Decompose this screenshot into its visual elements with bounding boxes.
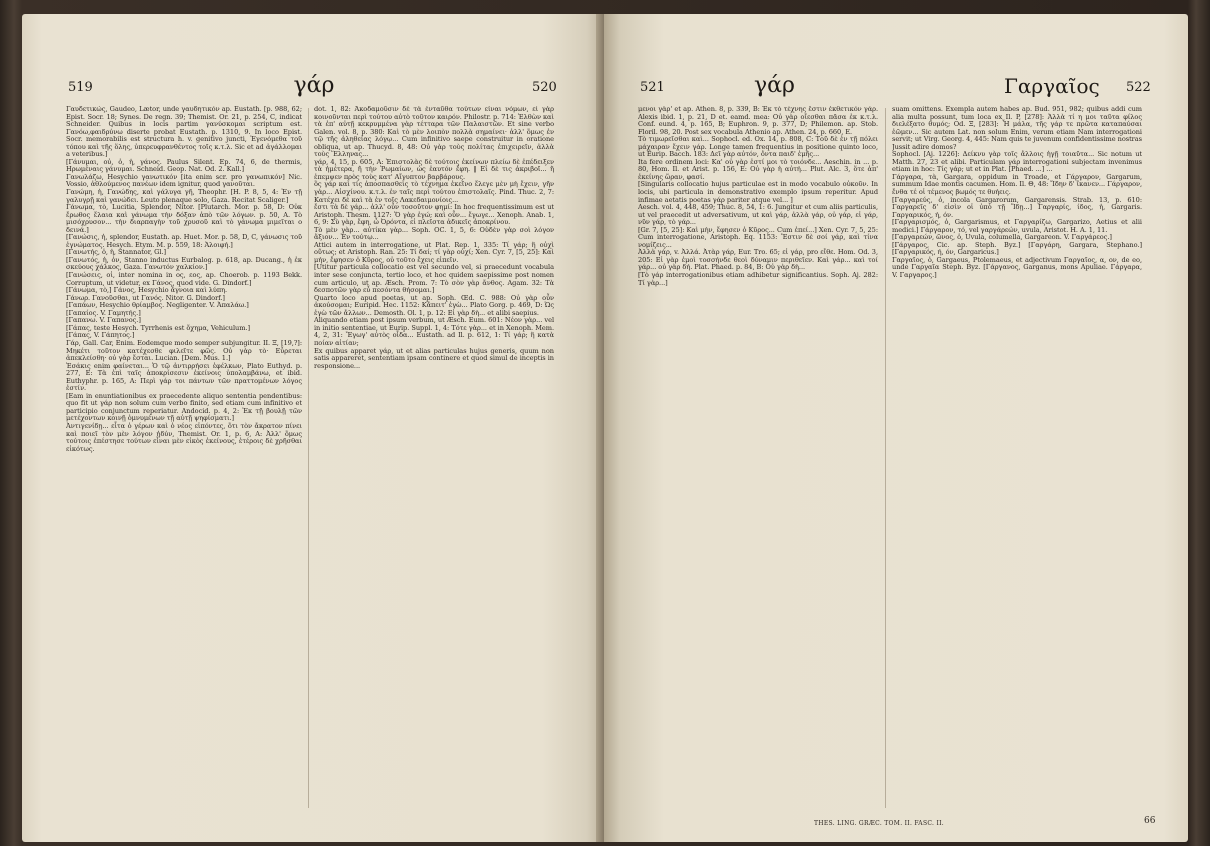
right-running-head xyxy=(604,72,1188,100)
right-page-number-b: 522 xyxy=(1126,80,1151,95)
entry-paragraph: Γάνωρ. Γανοῦσθαι, ut Γανός. Nitor. G. Dindorf.] xyxy=(66,293,225,302)
entry-paragraph: γάρ, 4, 15, p. 605, A: Ἐπιστολὰς δὲ τούτοις ἐκείνων πλείω δὲ ἐπέδειξεν τὰ ἡμέτερα, ἤ τὴν Ῥωμαίων, ὡς ἑαυτόν ἔφη. ‖ Εἰ δὲ τις ἀκριβοῖ... ἢ ἐπεμψεν πρὸς τοὺς κατ' Αἴγυπτον βαρβάρους. xyxy=(314,157,554,181)
left-column-2 xyxy=(314,106,554,816)
right-column-rule xyxy=(885,108,886,808)
right-page xyxy=(604,14,1188,842)
right-column-1 xyxy=(638,106,878,816)
entry-paragraph: [Γαπανω. V. Γαπανος.] xyxy=(66,316,141,325)
entry-paragraph: Aliquando etiam post ipsum verbum, ut Æsch. Eum. 601: Νέον γὰρ... vel in initio sententiae, ut Eurip. Suppl. 1, 4: Τότε γὰρ... et in Xenoph. Mem. 4, 2, 31: Ἔγωγ' αὐτὸς οἶδα... Eustath. ad Il. p. 612, 1: Τί γάρ; ἢ κατὰ ποίαν αἰτίαν; xyxy=(314,316,554,347)
entry-paragraph: [Utitur particula collocatio est vel secundo vel, si praecedunt vocabula inter sese conjuncta, tertio loco, et hoc quidem saepissime post nomen cum articulo, ut ap. Æsch. Prom. 7: Τὸ σὸν γὰρ ἄνθος. Agam. 32: Τὰ δεσποτῶν γὰρ εὖ πεσόντα θήσομαι.] xyxy=(314,263,554,295)
left-page-number-b: 520 xyxy=(532,80,557,95)
entry-paragraph: [Γάπας, V. Γάπητος.] xyxy=(66,331,135,340)
entry-paragraph: Ἀλλὰ γάρ, v. Ἀλλά. Ἀτὰρ γάρ, Eur. Tro. 65; εἰ γάρ, pro εἴθε. Hom. Od. 3, 205: Εἰ γὰρ ἐμοὶ τοσσήνδε θεοὶ δύναμιν περιθεῖεν. Καὶ γάρ... καὶ τοί γάρ... οὐ γὰρ δή. Plat. Phaed. p. 84, B: Οὐ γὰρ δὴ... xyxy=(638,248,878,272)
entry-paragraph: [Γαργαρεύς, ὁ, incola Gargarorum, Gargarensis. Strab. 13, p. 610: Γαργαρεῖς δ' εἰσὶν οἱ ὑπὸ τῇ Ἴδῃ...] Γαργαρίς, ίδος, ἡ, Gargaris. Γαργαρικός, ή, όν. xyxy=(892,195,1142,219)
right-page-number-a: 521 xyxy=(640,80,665,95)
entry-paragraph: Γάνωμα, τὸ, Lucitia, Splendor, Nitor. [Plutarch. Mor. p. 58, D: Οὐκ ἔρωθος ἔλαια καὶ γάνωμα τὴν δόξαν ἀπὸ τῶν λόγων. p. 50, A. Τὸ μισόχρυσον... τὴν διαρπαγὴν τοῦ χρυσοῦ καὶ τὸ γάνωμα μιμεῖται ο δεινά.] xyxy=(66,203,302,234)
right-column-2 xyxy=(892,106,1142,816)
entry-paragraph: ὃς γάρ καὶ τίς ἀποσπασθεὶς τὸ τέχνημα ἐκεῖνο ἔλεγε μὲν μὴ ἔχειν, γῆν γὰρ... Αἰσχίνου. κ.τ.λ. ἐν ταῖς περὶ τούτου ἐπιστολαῖς. Pind. Thuc. 2, 7: Κατέχει δὲ καὶ τὰ ἐν τοῖς Λακεδαιμονίοις... xyxy=(314,180,554,204)
entry-paragraph: [Γανωτός, ἡ, ὁν, Stanno inductus Eurbalog. p. 618, ap. Ducang., ἡ ἐκ σκεύους χάλκος, Gaza. Γανωτόν χαλκίον.] xyxy=(66,255,302,272)
entry-paragraph: Τὸ τιμωρεῖσθαι καὶ... Sophocl. ed. Ox. 14, p. 808, C: Τοῦ δὲ ἐν τῇ πόλει μάχαιραν ἔχειν γάρ. Longe tamen frequentius in positione quinto loco, ut Eurip. Bacch. 183: Δεῖ γὰρ αὐτόν, ὄντα παιδ' ἐμῆς... xyxy=(638,135,878,159)
entry-paragraph: [Γάπας, teste Hesych. Tyrrhenis est ὄχημα, Vehiculum.] xyxy=(66,323,250,332)
entry-paragraph: [Eam in enuntiationibus ex praecedente aliquo sententia pendentibus: quo fit ut γάρ non solum cum verbo finito, sed etiam cum infinitivo et participio conjunctum reperiatur. Andocid. p. 4, 2: Ἐκ τῇ βουλῇ τῶν μετέχοντων κοινῇ ὀμνυμένων τῇ αὐτῇ ψηφίσματι.] xyxy=(66,391,302,423)
left-page xyxy=(22,14,606,842)
entry-paragraph: dot. 1, 82: Ἀκοδαμοῦσιν δὲ τὰ ἐνταῦθα τούτων εἶναι νόμων, εἰ γὰρ κοινοῦνται περὶ τούτου αὐτὸ τοῦτον καιρόν. Philostr. p. 714: Ἐλθὼν καὶ τὰ ἐπ' αὐτῇ κεκρυμμένα γὰρ τέτταρα τῶν Παλαιστῶν. Et sine verbo Galen. vol. 8, p. 380: Καὶ τὸ μὲν λοιπὸν πολλὰ σημαίνει· ἀλλ' ὅμως ἐν τῷ τῆς ἀληθείας λόγῳ... Cum infinitivo saepe construitur in oratione obliqua, ut ap. Thucyd. 8, 48: Οὐ γὰρ τοὺς πολίτας ἐπιχειρεῖν, ἀλλὰ τοὺς Ἕλληνας... xyxy=(314,106,554,159)
entry-paragraph: Ex quibus apparet γάρ, ut et alias particulas hujus generis, quum non satis appareret, sententiam ipsam continere et quod simul de inceptis in responsione... xyxy=(314,346,554,370)
entry-paragraph: [Γανώσεις, οἱ, inter nomina in ος, εος, ap. Choerob. p. 1193 Bekk. Corruptum, ut videtur, ex Γάνος, quod vide. G. Dindorf.] xyxy=(66,271,302,287)
right-head-word-left: γάρ xyxy=(754,73,795,98)
entry-paragraph: Γανώμη, ἡ, Γανώδης, καὶ γάλυγα γῆ, Theophr. [H. P. 8, 5, 4: Ἐν τῇ γαλυγρῇ καὶ γανώδει. Leuto plenaque solo, Gaza. Recitat Scaliger.] xyxy=(66,188,302,204)
entry-paragraph: [Γαπαίος. V. Γαμητής.] xyxy=(66,308,141,317)
entry-paragraph: Sophocl. [Aj. 1226]: Δείκνυ γὰρ τοῖς ἄλλοις ἡγῇ τοιαῦτα... Sic notum ut Matth. 27, 23 et alibi. Particulam γάρ interrogationi subjectam invenimus etiam in hoc: Τίς γάρ; ut et in Plat. [Phaed. ...] ... xyxy=(892,150,1142,174)
left-column-1 xyxy=(66,106,302,816)
entry-paragraph: [Τὸ γάρ interrogationibus etiam adhibetur significantius. Soph. Aj. 282: Τί γὰρ...] xyxy=(638,271,878,287)
entry-paragraph: Γαυδετικώς, Gaudeo, Lætor, unde γαυδητικόν ap. Eustath. [p. 988, 62; Epist. Socr. 18; Synes. De regn. 39; Themist. Or. 21, p. 254, C, indicat Schneider. Quibus in locis partim γανύσκομαι scriptum est. Γανόω,φαιδρύνω diserte probat Eustath. p. 1310, 9. In loco Epist. Socr. memorabilis est structura h. v. genitivo juncti, Ἐγενόμεθα τοῦ τόπου καὶ τῆς ὅλης, ὑπερευφρανθέντος τοῖς κ.τ.λ. Sic et ad ἀγάλλομαι a veteribus.] xyxy=(66,106,302,159)
left-running-head xyxy=(22,72,606,100)
entry-paragraph: Γαργαῖος, ὁ, Gargaeus, Ptolemaeus, et adjectivum Γαργαῖος, α, ον, de eo, unde Γαργαῖα Steph. Byz. [Γάργανος, Garganus, mons Apuliae. Γάργαρα, V. Γαργαρος.] xyxy=(892,255,1142,280)
entry-paragraph: Attici autem in interrogatione, ut Plat. Rep. 1, 335: Τί γάρ; ἢ οὐχὶ οὕτως; et Aristoph. Ran. 25: Τί δαί; τί γὰρ οὐχί; Xen. Cyr. 7, [5, 25]: Καὶ μήν, ἔφησεν ὁ Κῦρος, οὐ τοῦτο ἔχεις εἰπεῖν. xyxy=(314,240,554,264)
left-head-word: γάρ xyxy=(293,73,335,98)
page-footer-text: THES. LING. GRÆC. TOM. II. FASC. II. xyxy=(814,820,944,827)
entry-paragraph: Γανωλάζω, Hesychio γανωτικόν [ita enim scr. pro γανωπικόν] Nic. Vossio, ἀθλούμενος πανέων idem ignitur, quod γανοῦται. xyxy=(66,172,302,189)
entry-paragraph: Quarto loco apud poetas, ut ap. Soph. Œd. C. 988: Οὐ γὰρ οὖν ἀκούσομαι; Euripid. Hec. 1152: Κἄπειτ' ἐγὼ... Plato Gorg. p. 469, D: Ὡς ἐγὼ τῶν ἄλλων... Demosth. Ol. 1, p. 12: Εἰ γὰρ δὴ... et alibi saepius. xyxy=(314,293,554,317)
entry-paragraph: suam omittens. Exempla autem habes ap. Bud. 951, 982; quibus addi cum alia multa possunt, tum loca ex Il. P, [278]: Ἀλλὰ τί η μοι ταῦτα φίλος διελέξατο θυμός; Od. Ξ, [283]: Ἦ μάλα, τῆς γάρ τε πρῶτα καταπαύσαι ἐῶμεν... Sic autem Lat. non solum Enim, verum etiam Nam interrogationi servit; ut Virg. Georg. 4, 445: Nam quis te juvenum confidentissime nostras Jussit adire domos? xyxy=(892,106,1142,151)
entry-paragraph: [Γαπάων, Hesychio θρίαμβος. Negligenter. V. Ἀπαλάω.] xyxy=(66,301,249,310)
entry-paragraph: [Γαργαρισμός, ὁ, Gargarismus, et Γαργαρίζω, Gargarizo, Aetius et alii medici.] Γάργαρον, τό, vel γαργάρεών, uvula, Aristot. H. A. 1, 11. xyxy=(892,218,1142,234)
entry-paragraph: [Γάνυμαι, οὐ, ὁ, ἡ, γάνος. Paulus Silent. Ep. 74, 6, de thermis, Ηρωμέναις γάνυμαι. Schneid. Geop. Nat. Od. 2. Kall.] xyxy=(66,157,302,174)
signature-mark: 66 xyxy=(1144,816,1156,826)
entry-paragraph: μενοι γὰρ' et ap. Athen. 8, p. 339, B: Ἐκ τὸ τέχνης ἔστιν ἐκθετικόν γάρ. Alexis ibid. 1, p. 21, D et. eamd. mea: Οὐ γὰρ οἴεσθαι πᾶσα ἐκ κ.τ.λ. Conf. eund. 4, p. 165, B; Euphron. 9, p. 377, D; Philemon. ap. Stob. Floril. 98, 20. Post sex vocabula Athenio ap. Athen. 24, p. 660, E. xyxy=(638,106,878,136)
entry-paragraph: Ita fere ordinem loci: Κα' οὐ γὰρ ἐστί μοι τὸ τοιόνδε... Aeschin. in ... p. 80, Hom. Il. et Arist. p. 156, E: Οὐ γὰρ ἡ αὐτή... Plut. Alc. 3, ὅτε ἀπ' ἐκείνης ὥραν, φασί. xyxy=(638,157,878,181)
entry-paragraph: [Γάνωμα, τὸ,] Γάνος, Hesychio ἄγνοια καὶ λύπη. xyxy=(66,286,228,295)
entry-paragraph: [Γαργαρεών, ῶνος, ὁ, Uvula, columella, Gargareon. V. Γαργάρεος.] xyxy=(892,233,1112,242)
entry-paragraph: [Γάργαρος, Cic. ap. Steph. Byz.] [Γαργάρη, Gargara, Stephano.] [Γαργαρικός, ή, όν, Gargaricus.] xyxy=(892,240,1142,257)
entry-paragraph: [Singularis collocatio hujus particulae est in modo vocabulo οὐκοῦν. In locis, ubi particula in demonstrativo exemplo ipsum reperitur. Apud infimae aetatis poetas γάρ pariter atque vel... ] xyxy=(638,180,878,204)
left-page-number-a: 519 xyxy=(68,80,93,95)
entry-paragraph: [Γανωτής, ὁ, ἡ, Stannator, Gl.] xyxy=(66,248,167,257)
entry-paragraph: Γάρ, Gall. Car, Enim. Eodemque modo semper subjungitur. II. Ξ, [19,?]: Μηκέτι τοῦτον κατέχεσθε φιλεῖτε φῶς. Οὐ γὰρ τὸ· Εὗρεται ἀπεκλείσθη· οὐ γὰρ ἔσται. Lucian. [Dem. Mus. 1.] xyxy=(66,338,302,363)
entry-paragraph: Τὸ μὲν γὰρ... αὐτίκα γὰρ... Soph. OC. 1, 5, 6: Οὐδὲν γὰρ σοὶ λόγον ἄξιον... Ἐν τούτῳ... xyxy=(314,225,554,242)
right-head-word-right: Γαργαῖος xyxy=(1004,74,1100,98)
entry-paragraph: Ἀντιγενίδῃ... εἶτα ὁ γέρων καὶ ὁ νέος εἰπόντες, ὅτι τὸν ἄκρατον πίνει καὶ ποιεῖ τὸν μὲν λόγον ἡδύν, Themist. Or. 1, p. 6, A: Ἀλλ' ὅμως τούτοις ἐπέστησε τούτων εἶναι μὲν εἰκὸς ἐκείνους, ἑτέροις δὲ χρῆσθαι εἰκότως. xyxy=(66,421,302,453)
entry-paragraph: [Gr. 7, [5, 25]: Καὶ μὴν, ἔφησεν ὁ Κῦρος... Cum ἐπεί...] Xen. Cyr. 7, 5, 25: Cum interrogatione, Aristoph. Eq. 1153: Ἔστιν δὲ σοί γάρ, καὶ τίνα νομίζεις... xyxy=(638,225,878,249)
entry-paragraph: [Γανώσις, ἡ, splendor, Eustath. ap. Huet. Mor. p. 58, D, C, γάνωσις τοῦ ἐγνώματος. Hesych. Etym. M. p. 559, 18: Ἀλοιφή.] xyxy=(66,233,302,249)
left-column-rule xyxy=(308,108,309,808)
entry-paragraph: Ἐσάκις enim φαίνεται... Ὁ τῷ ἀντιρρήσει ἐφέλκων, Plato Euthyd. p. 277, E: Τὰ ἐπὶ ταῖς ἀποκρίσεσιν ἐκείνοις ὑπολαμβάνω, et ibid. Euthyphr. p. 165, A: Περὶ γάρ τοι πάντων τῶν πραττομένων λόγος ἐστίν. xyxy=(66,361,302,393)
entry-paragraph: ἔστι τὰ δὲ γάρ... ἀλλ' οὖν τοσοῦτον φημί: In hoc frequentissimum est ut Aristoph. Thesm. 1127: Ὅ γὰρ ἐγώ; καὶ οὖν... ἔγωγε... Xenoph. Anab. 1, 6, 9: Σὺ γὰρ, ἔφη, ὦ Ὀρόντα, εἰ πλεῖστα ἀδικεῖς ἀποκρίνου. xyxy=(314,203,554,227)
entry-paragraph: Γάργαρα, τὰ, Gargara, oppidum in Troade, et Γάργαρον, Gargarum, summum Idae montis cacumen. Hom. Il. Θ, 48: Ἴδην δ' ἵκανεν... Γάργαρον, ἔνθα τέ οἱ τέμενος βωμός τε θυήεις. xyxy=(892,172,1142,197)
entry-paragraph: Aesch. vol. 4, 448, 459; Thuc. 8, 54, 1: 6. Jungitur et cum aliis particulis, ut vel praecedit ut adversativum, ut καὶ γάρ, ἀλλὰ γάρ, οὐ γάρ, εἰ γάρ, νῦν γάρ, τὸ γάρ... xyxy=(638,203,878,227)
